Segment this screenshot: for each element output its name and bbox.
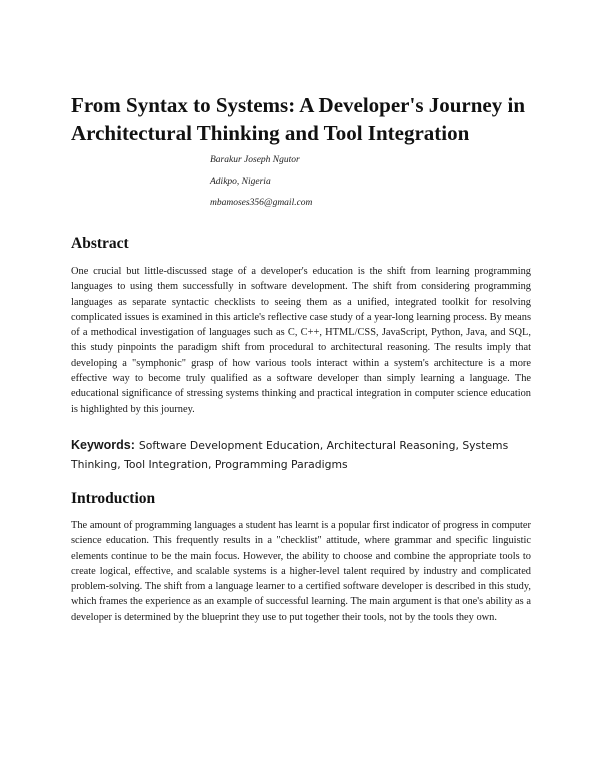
introduction-text: The amount of programming languages a student has learnt is a popular first indicator of progress in computer science education. This frequently results in a "checklist" attitude, where grammar and specific linguistic elements continue to be the main focus. However, the ability to choose and combine the appropriate tools to create logical, effective, and scalable systems is a higher-level talent required by industry and complicated problem-solving. The shift from a language learner to a certified software developer is described in this study, which frames the experience as an example of successful learning. The main argument is that one's ability as a developer is determined by the blueprint they use to put together their tools, not by the tools they own. (71, 520, 531, 623)
keywords-text: Software Development Education, Architectural Reasoning, Systems Thinking, Tool Integration, Programming Paradigms (71, 439, 509, 471)
author-location: Adikpo, Nigeria (210, 177, 271, 187)
paper-title: From Syntax to Systems: A Developer's Journey in Architectural Thinking and Tool Integration (71, 93, 526, 145)
author-name: Barakur Joseph Ngutor (210, 155, 300, 165)
author-email[interactable]: mbamoses356@gmail.com (210, 198, 313, 208)
abstract-text: One crucial but little-discussed stage of a developer's education is the shift from learning programming languages to using them successfully in software development. The shift from considering programming languages as separate syntactic checklists to seeing them as a unified, integrated toolkit for resolving complicated issues is examined in this article's reflective case study of a year-long learning process. By means of a methodical investigation of languages such as C, C++, HTML/CSS, JavaScript, Python, Java, and SQL, this study pinpoints the paradigm shift from procedural to architectural reasoning. The results imply that developing a "symphonic" grasp of how various tools interact within a system's architecture is a more effective way to become truly qualified as a software developer than simply learning a language. The educational significance of stressing systems thinking and practical integration in computer science education is highlighted by this journey. (71, 266, 531, 415)
introduction-heading: Introduction (71, 490, 156, 507)
abstract-heading: Abstract (71, 235, 129, 252)
keywords-block (71, 436, 531, 473)
keywords-label: Keywords: (71, 438, 135, 452)
